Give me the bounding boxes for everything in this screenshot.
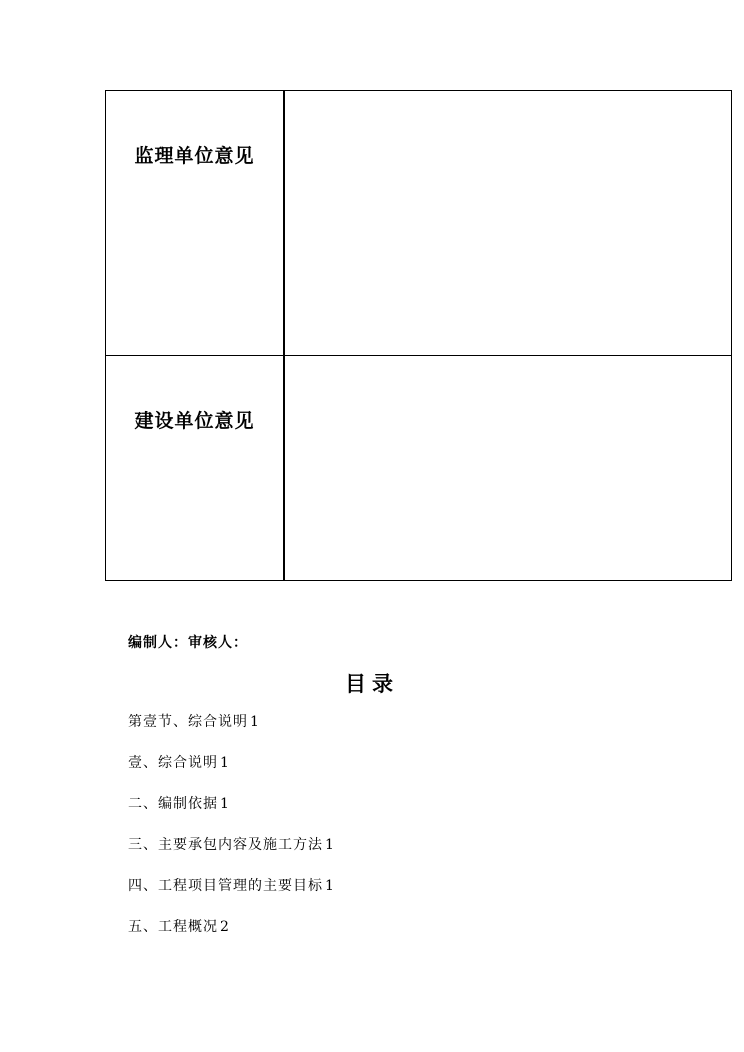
toc-item-text: 五、工程概况 — [128, 919, 218, 935]
toc-item[interactable] — [128, 794, 335, 835]
owner-opinion-label-cell — [106, 356, 285, 581]
signature-line: 编制人：审核人： — [128, 635, 248, 651]
supervisor-opinion-row — [106, 91, 732, 356]
toc-item[interactable] — [128, 876, 335, 917]
owner-opinion-content — [284, 356, 732, 581]
toc-item-page: 1 — [325, 878, 335, 894]
toc-item-text: 四、工程项目管理的主要目标 — [128, 878, 323, 894]
toc-item-text: 二、编制依据 — [128, 796, 218, 812]
toc-item[interactable] — [128, 835, 335, 876]
toc-item-text: 第壹节、综合说明 — [128, 714, 248, 730]
toc-item[interactable] — [128, 917, 335, 958]
toc-item[interactable] — [128, 753, 335, 794]
owner-opinion-row — [106, 356, 732, 581]
opinion-table — [105, 90, 732, 581]
toc-item-text: 壹、综合说明 — [128, 755, 218, 771]
toc-item-page: 1 — [220, 796, 230, 812]
supervisor-opinion-content — [284, 91, 732, 356]
toc-item-page: 2 — [220, 919, 230, 935]
supervisor-opinion-label: 监理单位意见 — [134, 145, 255, 167]
toc-item-page: 1 — [250, 714, 260, 730]
toc-list — [128, 712, 335, 958]
supervisor-opinion-label-cell — [106, 91, 285, 356]
toc-title: 目录 — [345, 672, 399, 696]
toc-item-text: 三、主要承包内容及施工方法 — [128, 837, 323, 853]
owner-opinion-label: 建设单位意见 — [134, 410, 255, 432]
toc-item-page: 1 — [325, 837, 335, 853]
toc-item-page: 1 — [220, 755, 230, 771]
toc-item[interactable] — [128, 712, 335, 753]
